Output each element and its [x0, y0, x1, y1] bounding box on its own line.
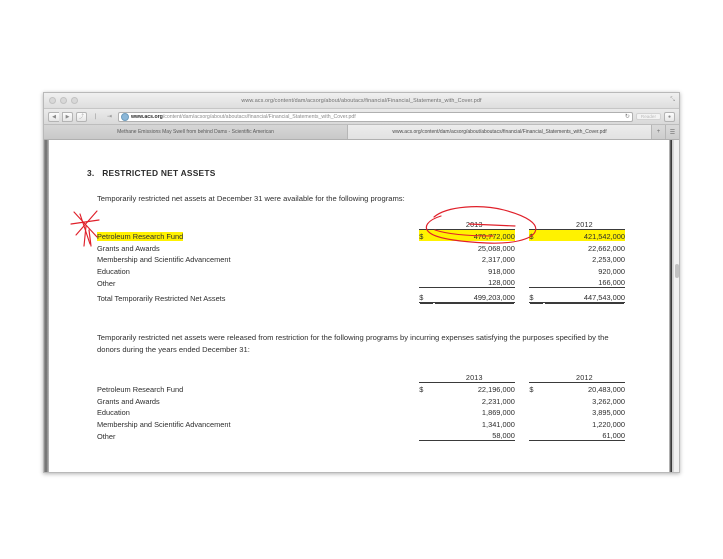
table-row [97, 264, 625, 276]
table2-row3-value-2012: 1,220,000 [592, 419, 625, 429]
globe-icon [121, 113, 129, 121]
table1-row0-value-2013: 470,772,000 [434, 230, 515, 242]
table1-row3-value-2012: 920,000 [598, 266, 625, 276]
table1-row4-value-2012: 166,000 [598, 278, 625, 288]
table1-row4-value-2013: 128,000 [488, 278, 515, 288]
paragraph-2: Temporarily restricted net assets were released from restriction for the following programs by incurring expenses satisfying the purposes specified by the donors during the years ended December 31: [97, 333, 609, 354]
pdf-page [49, 140, 672, 473]
window-controls[interactable] [49, 97, 78, 104]
table1-row3-label: Education [97, 266, 130, 276]
browser-window [43, 92, 680, 473]
table1-row2-label: Membership and Scientific Advancement [97, 255, 231, 265]
table2-row4-value-2012: 61,000 [602, 431, 625, 441]
table-row [97, 241, 625, 253]
table2-row3-label: Membership and Scientific Advancement [97, 419, 231, 429]
table1-row1-label: Grants and Awards [97, 243, 160, 253]
window-titlebar [44, 93, 679, 109]
table2-row1-label: Grants and Awards [97, 396, 160, 406]
tab-bar [44, 125, 679, 140]
table-row [97, 394, 625, 406]
tab-acs-financial-pdf[interactable]: www.acs.org/content/dam/acsorg/about/aboutacs/financial/Financial_Statements_with_Cover.pdf [348, 125, 652, 139]
table1-total-dollar-2012: $ [529, 291, 544, 303]
sidebar-toggle-button[interactable]: ∣ [94, 114, 97, 120]
table1-row0-label: Petroleum Research Fund [97, 232, 184, 242]
table-header-row [97, 371, 625, 383]
table2-row2-value-2012: 3,895,000 [592, 408, 625, 418]
scrollbar-thumb[interactable] [675, 264, 679, 278]
home-button[interactable]: ⇥ [106, 114, 113, 120]
window-title: www.acs.org/content/dam/acsorg/about/aboutacs/financial/Financial_Statements_with_Cover.pdf [241, 97, 482, 104]
new-tab-button[interactable]: + [652, 125, 666, 139]
share-button[interactable]: ⤴ [76, 112, 87, 122]
url-path-text: /content/dam/acsorg/about/aboutacs/financial/Financial_Statements_with_Cover.pdf [162, 113, 356, 120]
table2-row2-value-2013: 1,869,000 [481, 408, 515, 418]
table-row [97, 383, 625, 395]
address-bar[interactable] [118, 112, 633, 122]
table1-total-value-2012: 447,543,000 [544, 291, 625, 303]
released-from-restriction-table [97, 371, 625, 444]
header-blank [97, 218, 419, 230]
table1-row4-label: Other [97, 278, 116, 288]
back-button[interactable]: ◀ [48, 112, 59, 122]
table1-header-2012: 2012 [544, 218, 625, 230]
table2-row0-value-2013: 22,196,000 [477, 385, 515, 395]
table-row [97, 429, 625, 441]
table-row [97, 230, 625, 242]
zoom-button-icon[interactable] [71, 97, 78, 104]
table-header-row [97, 218, 625, 230]
table1-row1-value-2013: 25,068,000 [477, 243, 515, 253]
table1-row2-value-2012: 2,253,000 [592, 255, 625, 265]
paragraph-1: Temporarily restricted net assets at December 31 were available for the following programs: [97, 194, 405, 203]
table2-row1-value-2013: 2,231,000 [481, 396, 515, 406]
url-host-text: www.acs.org [131, 113, 163, 120]
table2-row0-dollar-2012: $ [529, 385, 534, 395]
tab-scientific-american[interactable]: Methane Emissions May Swell from behind Dams - Scientific American [44, 125, 348, 139]
pdf-page-right-edge [669, 140, 672, 473]
downloads-button[interactable]: ● [664, 112, 675, 122]
table2-header-2012: 2012 [544, 371, 625, 383]
resize-grip-icon[interactable]: ⤡ [670, 97, 675, 103]
table2-row4-label: Other [97, 431, 116, 441]
table1-row1-value-2012: 22,662,000 [588, 243, 625, 253]
table2-row0-label: Petroleum Research Fund [97, 385, 184, 395]
forward-button[interactable]: ▶ [62, 112, 73, 122]
table-row [97, 417, 625, 429]
table1-row2-value-2013: 2,317,000 [481, 255, 515, 265]
restricted-net-assets-table [97, 218, 625, 303]
section-title-text: RESTRICTED NET ASSETS [102, 168, 216, 178]
table-row [97, 253, 625, 265]
table2-row1-value-2012: 3,262,000 [592, 396, 625, 406]
table2-row2-label: Education [97, 408, 130, 418]
section-number: 3. [87, 168, 95, 178]
table2-rule-row [97, 441, 625, 445]
table1-row0-value-2012: 421,542,000 [544, 230, 625, 242]
table1-total-dollar-2013: $ [419, 291, 434, 303]
table1-row0-dollar-2013: $ [419, 230, 434, 242]
table1-row0-dollar-2012: $ [529, 230, 544, 242]
pdf-viewport[interactable] [44, 140, 679, 473]
table2-row0-dollar-2013: $ [419, 385, 424, 395]
table1-total-row [97, 291, 625, 303]
table2-row3-value-2013: 1,341,000 [481, 419, 515, 429]
table2-row4-value-2013: 58,000 [492, 431, 515, 441]
reader-button[interactable]: Reader [636, 113, 661, 120]
table1-header-2013: 2013 [434, 218, 515, 230]
pdf-document-content [49, 140, 672, 473]
table2-row0-value-2012: 20,483,000 [588, 385, 625, 395]
browser-toolbar [44, 109, 679, 125]
vertical-scrollbar[interactable] [673, 140, 679, 473]
table2-header-2013: 2013 [434, 371, 515, 383]
page-title [87, 168, 216, 178]
reload-icon[interactable]: ↻ [624, 114, 630, 120]
table1-total-value-2013: 499,203,000 [434, 291, 515, 303]
table-row [97, 276, 625, 288]
table1-total-label: Total Temporarily Restricted Net Assets [97, 293, 226, 303]
table-row [97, 406, 625, 418]
show-all-tabs-button[interactable]: ☰ [666, 125, 679, 139]
table1-row3-value-2013: 918,000 [488, 266, 515, 276]
minimize-button-icon[interactable] [60, 97, 67, 104]
close-button-icon[interactable] [49, 97, 56, 104]
